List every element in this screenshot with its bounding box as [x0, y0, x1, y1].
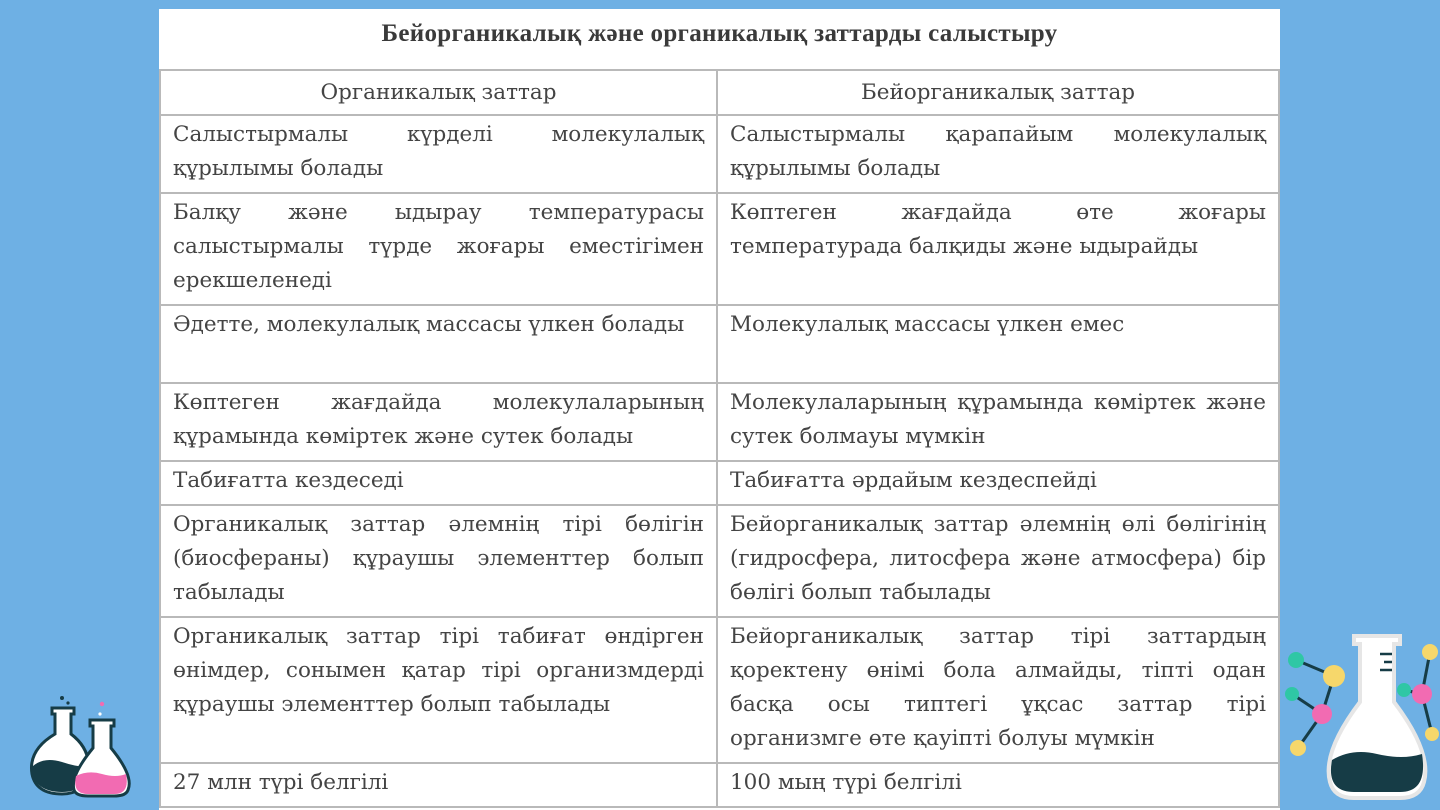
- table-cell: Табиғатта кездеседі: [160, 461, 717, 505]
- table-row: [160, 617, 1279, 763]
- table-cell: Молекулаларының құрамында көміртек және сутек болмауы мүмкін: [717, 383, 1279, 461]
- table-row: [160, 461, 1279, 505]
- document-page: [159, 9, 1280, 810]
- molecule-flask-icon: [1282, 632, 1440, 802]
- table-cell: Бейорганикалық заттар әлемнің өлі бөлігінің (гидросфера, литосфера және атмосфера) бір бөлігі болып табылады: [717, 505, 1279, 617]
- page-title: Бейорганикалық және органикалық заттарды салыстыру: [381, 20, 1058, 47]
- table-row: [160, 115, 1279, 193]
- table-cell: Салыстырмалы қарапайым молекулалық құрылымы болады: [717, 115, 1279, 193]
- table-row: [160, 763, 1279, 807]
- table-cell: Көптеген жағдайда молекулаларының құрамында көміртек және сутек болады: [160, 383, 717, 461]
- table-row: [160, 305, 1279, 383]
- header-inorganic: Бейорганикалық заттар: [717, 70, 1279, 115]
- table-cell: 100 мың түрі белгілі: [717, 763, 1279, 807]
- table-cell: Әдетте, молекулалық массасы үлкен болады: [160, 305, 717, 383]
- table-cell: 27 млн түрі белгілі: [160, 763, 717, 807]
- header-organic: Органикалық заттар: [160, 70, 717, 115]
- table-cell: Молекулалық массасы үлкен емес: [717, 305, 1279, 383]
- table-row: [160, 193, 1279, 305]
- table-cell: Табиғатта әрдайым кездеспейді: [717, 461, 1279, 505]
- table-cell: Органикалық заттар тірі табиғат өндірген өнімдер, сонымен қатар тірі организмдерді құраушы элементтер болып табылады: [160, 617, 717, 763]
- table-header-row: [160, 70, 1279, 115]
- table-cell: Органикалық заттар әлемнің тірі бөлігін (биосфераны) құраушы элементтер болып табылады: [160, 505, 717, 617]
- table-row: [160, 383, 1279, 461]
- table-cell: Бейорганикалық заттар тірі заттардың қоректену өнімі бола алмайды, тіпті одан басқа осы типтегі ұқсас заттар тірі организмге өте қауіпті болуы мүмкін: [717, 617, 1279, 763]
- comparison-table: [159, 69, 1280, 808]
- table-cell: Салыстырмалы күрделі молекулалық құрылымы болады: [160, 115, 717, 193]
- small-flasks-icon: [22, 690, 142, 802]
- table-cell: Көптеген жағдайда өте жоғары температурада балқиды және ыдырайды: [717, 193, 1279, 305]
- table-row: [160, 505, 1279, 617]
- table-cell: Балқу және ыдырау температурасы салыстырмалы түрде жоғары еместігімен ерекшеленеді: [160, 193, 717, 305]
